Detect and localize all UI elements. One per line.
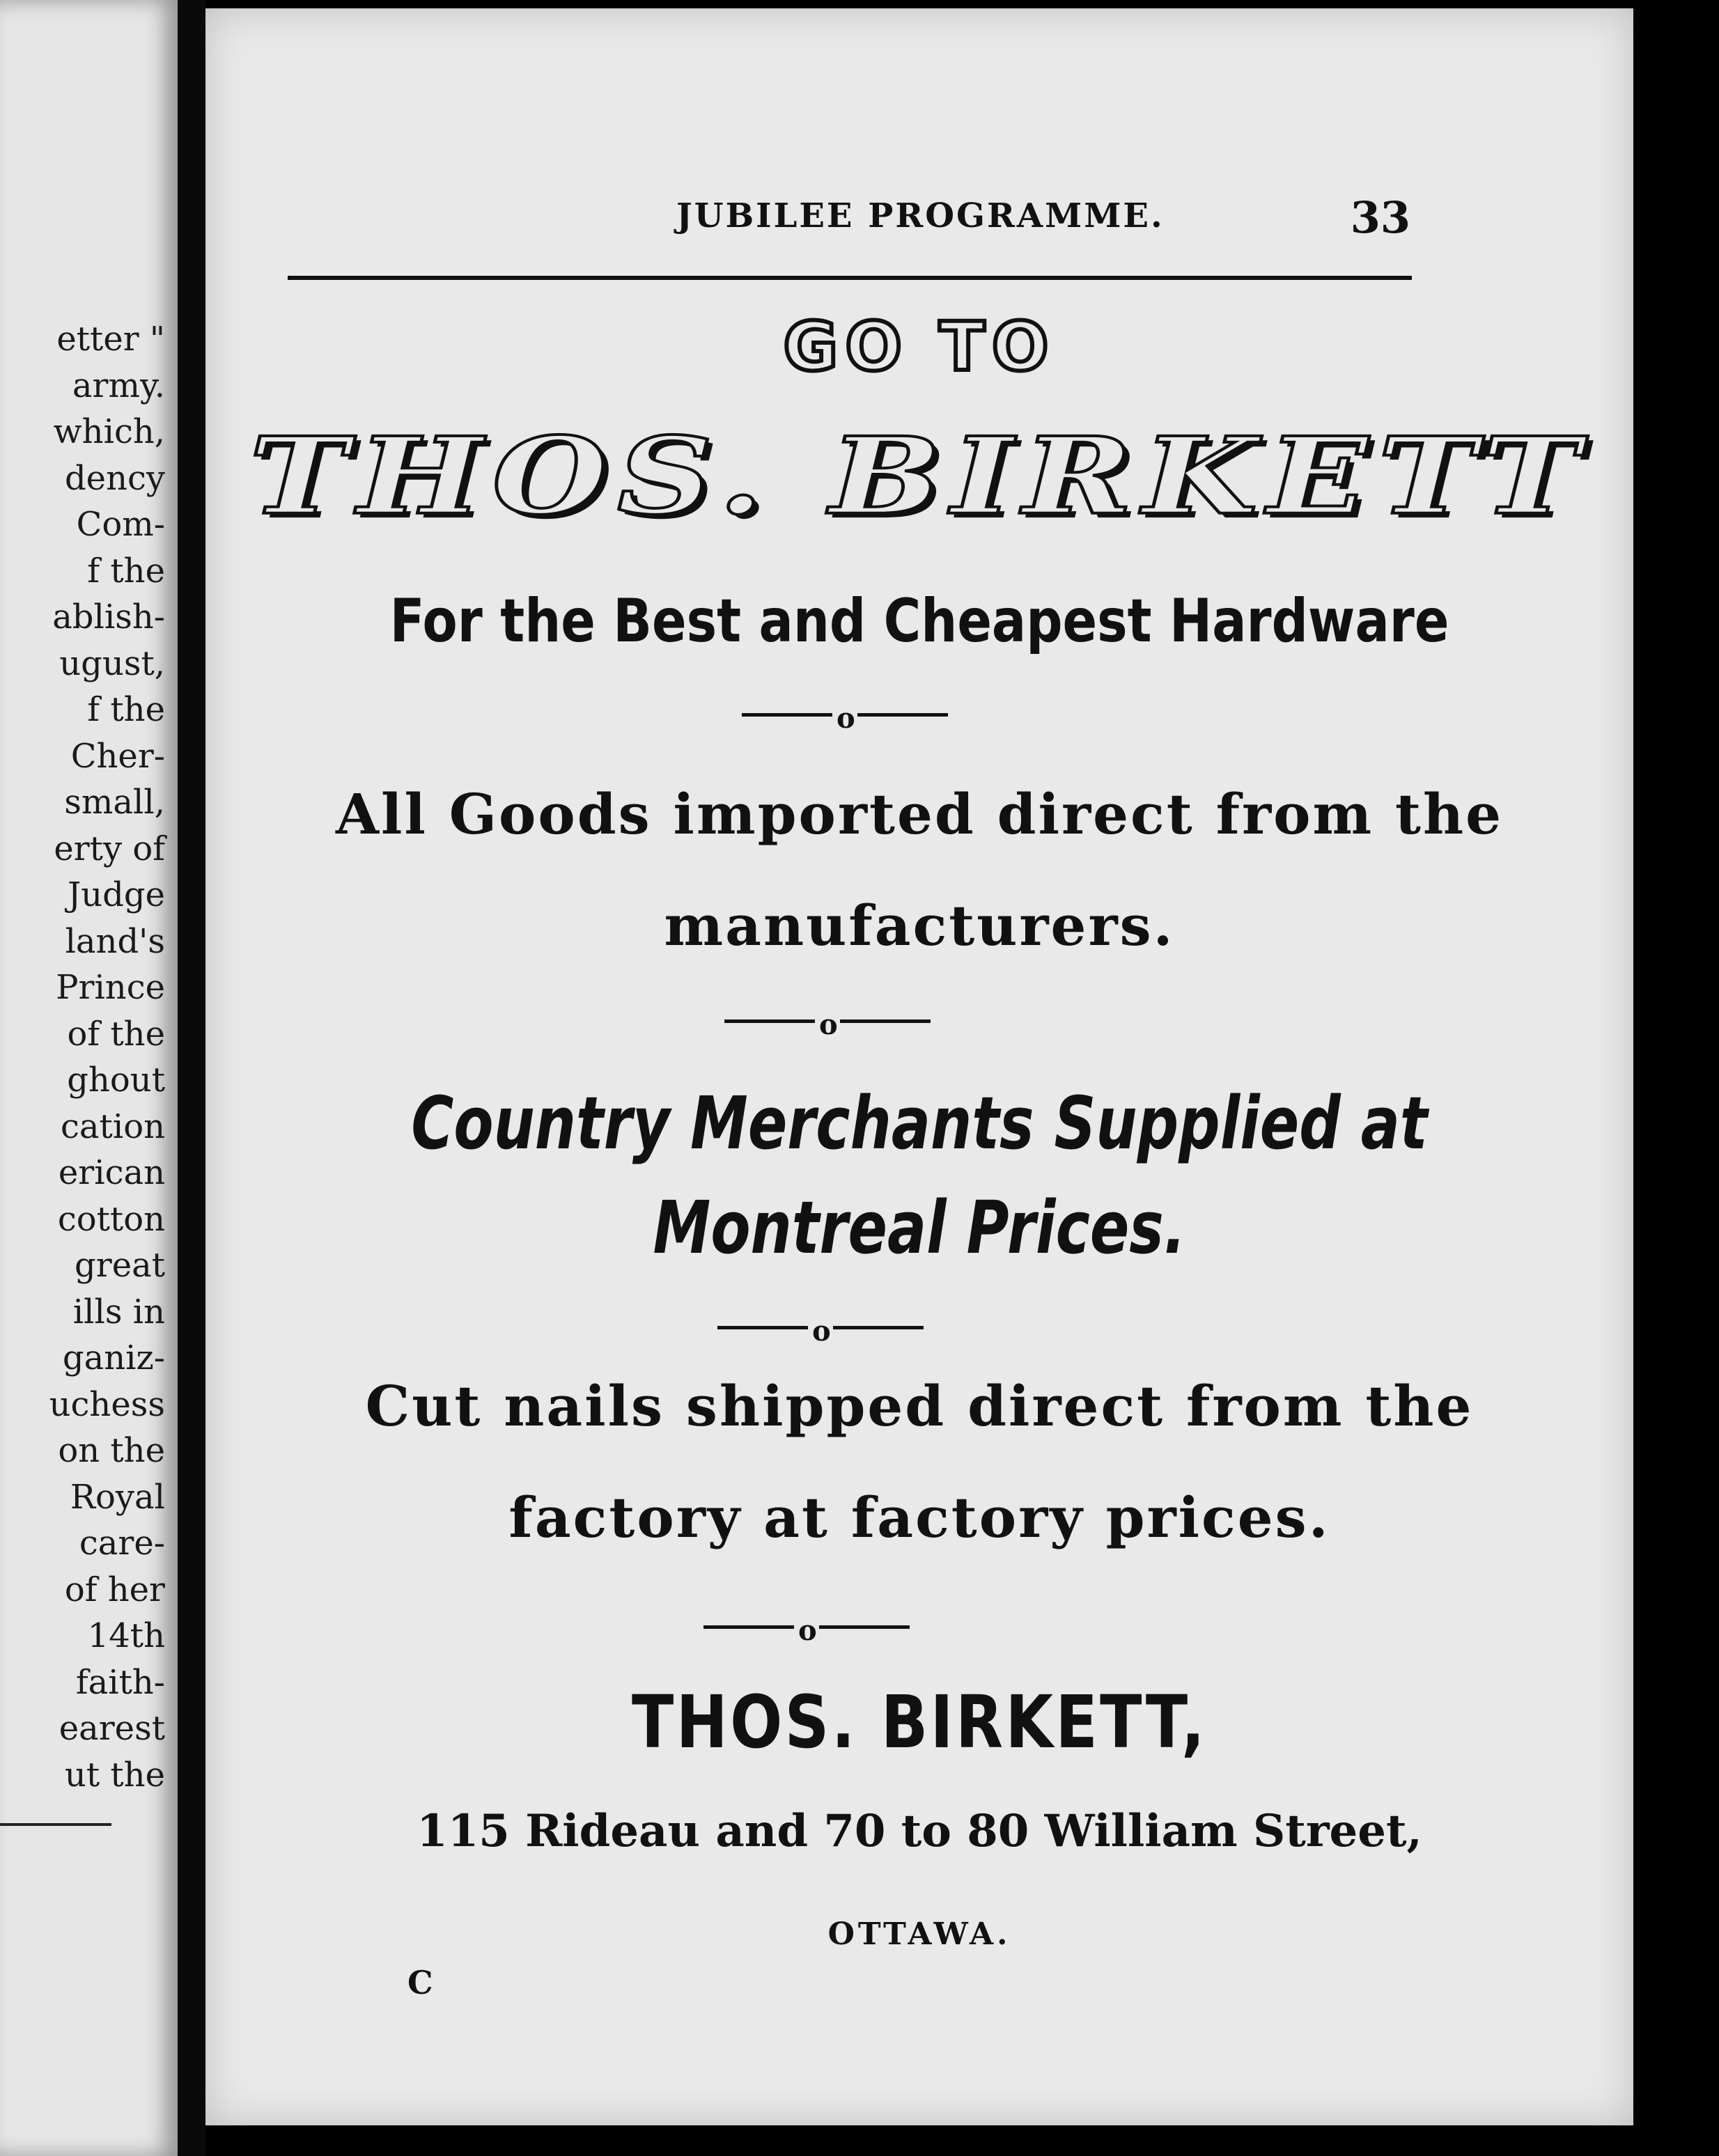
page-number: 33 — [1350, 192, 1410, 243]
page-header — [288, 192, 1410, 245]
left-page-text-line: ganiz- — [62, 1338, 165, 1377]
left-page-text-line: faith- — [75, 1662, 165, 1702]
divider-mark: o — [819, 1008, 838, 1041]
left-page-text-line: erty of — [54, 829, 165, 868]
header-rule — [288, 276, 1412, 280]
left-facing-page — [0, 0, 178, 2156]
left-page-text-line: Com- — [76, 505, 165, 544]
left-page-text-line: which, — [53, 412, 165, 451]
left-page-text-line: Royal — [70, 1477, 165, 1517]
divider-1 — [742, 698, 951, 733]
street-address: 115 Rideau and 70 to 80 William Street, — [417, 1805, 1422, 1857]
left-page-text-line: earest — [59, 1709, 165, 1748]
go-to-heading: GO TO — [783, 308, 1056, 386]
scan-border — [1633, 0, 1719, 2156]
left-page-text-line: dency — [64, 458, 165, 498]
left-page-text-line: cation — [61, 1107, 165, 1146]
advertisement-page — [205, 8, 1633, 2125]
footer-name: THOS. BIRKETT, — [632, 1680, 1207, 1765]
left-page-text-line: ills in — [72, 1292, 165, 1331]
left-page-text-line: Prince — [56, 968, 165, 1007]
nails-line-2: factory at factory prices. — [508, 1485, 1330, 1550]
left-page-text-line: of the — [67, 1014, 165, 1054]
left-page-text-line: 14th — [87, 1616, 165, 1655]
merchants-line-2: Montreal Prices. — [653, 1185, 1186, 1270]
hardware-tagline: For the Best and Cheapest Hardware — [389, 586, 1449, 656]
book-gutter — [178, 0, 205, 2156]
divider-bar-left — [717, 1326, 808, 1329]
left-page-text-line: f the — [87, 551, 165, 591]
divider-bar-left — [742, 713, 832, 717]
left-page-text-line: etter " — [56, 320, 165, 359]
left-page-text-line: small, — [64, 783, 165, 822]
divider-4 — [703, 1610, 912, 1645]
left-page-text-line: erican — [58, 1153, 165, 1192]
left-page-text-line: ghout — [67, 1061, 165, 1100]
merchants-line-1: Country Merchants Supplied at — [411, 1081, 1428, 1166]
left-page-text-line: land's — [65, 921, 165, 961]
divider-bar-right — [857, 713, 948, 717]
left-page-text-line: uchess — [49, 1384, 165, 1424]
goods-line-2: manufacturers. — [664, 893, 1175, 958]
left-page-rule — [0, 1823, 111, 1826]
city-name: OTTAWA. — [827, 1916, 1011, 1952]
left-page-text-line: ablish- — [52, 597, 165, 636]
divider-bar-right — [819, 1625, 910, 1629]
divider-3 — [717, 1311, 926, 1348]
divider-bar-right — [833, 1326, 924, 1329]
left-page-text-line: ugust, — [59, 643, 165, 683]
divider-mark: o — [812, 1315, 831, 1348]
left-page-text-line: army. — [72, 366, 165, 405]
left-page-text-line: cotton — [57, 1199, 165, 1239]
left-page-text-line: on the — [58, 1431, 165, 1470]
divider-bar-right — [840, 1020, 931, 1023]
goods-line-1: All Goods imported direct from the — [335, 781, 1504, 847]
left-page-text-line: of her — [64, 1570, 165, 1609]
left-page-text-line: great — [75, 1246, 165, 1285]
divider-2 — [724, 1004, 933, 1039]
divider-mark: o — [798, 1614, 817, 1647]
left-page-text-line: care- — [79, 1524, 165, 1563]
divider-mark: o — [837, 702, 855, 735]
left-page-text-line: Cher- — [70, 736, 165, 776]
left-page-text-line: ut the — [64, 1755, 165, 1795]
left-page-text-line: Judge — [67, 875, 165, 914]
running-title: JUBILEE PROGRAMME. — [676, 196, 1165, 235]
nails-line-1: Cut nails shipped direct from the — [365, 1373, 1474, 1439]
divider-bar-left — [724, 1020, 815, 1023]
signature-mark: C — [407, 1964, 433, 2001]
banner-name: THOS. BIRKETT — [249, 414, 1590, 538]
divider-bar-left — [703, 1625, 794, 1629]
left-page-text-line: f the — [87, 690, 165, 729]
